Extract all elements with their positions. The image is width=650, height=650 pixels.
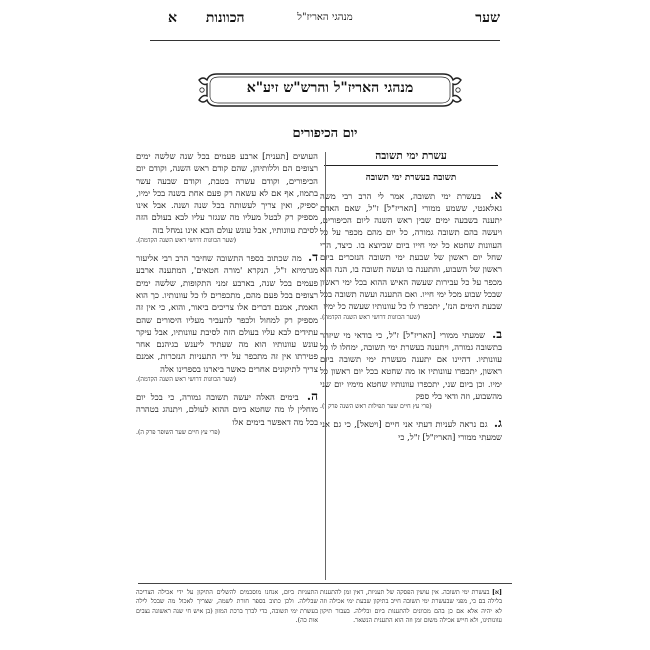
chapter-title-cartouche xyxy=(195,66,465,114)
running-head-book xyxy=(168,10,245,27)
paragraph xyxy=(320,189,502,322)
running-head-book-title: הכוונות xyxy=(205,10,245,26)
paragraph-letter: ג. xyxy=(493,416,503,431)
paragraph-text: בעשרת ימי תשובה, אמר לי הרב רבי משה גאלאנטי, ששמע ממורי [האריז"ל] ז"ל, שאם האדם יתענה בשבעה ימים שבין ראש השנה ליום הכיפורים, ויעשה בהם תשובה גמורה, כל יום מהם מכפר על כל העוונות שחטא כל ימי חייו ביום שכיוצא בו. כיצד, הרי שחל יום ראשון של שבעת ימי תשובה הנזכרים ביום ראשון של השבוע, והתענה בו ועשה תשובה בו, הנה הוא מכפר על כל עבירות שעשה האיש ההוא בכל ימי ראשון שבכל שבוע מכל ימי חייו. ואם התענה ועשה תשובה בכל שבעת הימים הנז', יתכפרו לו כל עוונותיו שעשה כל ימיו xyxy=(320,190,502,312)
footnote-text: התעניות ביום, אנחנו מוסכמים להשלים התיקון על ידי אכילה הצריכה שבלילה. ולכן כתוב בספר חורת לשמה, שצריך לאכול מה שבכל לילה בעשרת ימי תשובה, כדי לברך ברכת המזון (בן איש חי שנה ראשונה נצבים אות כה). xyxy=(136,589,318,625)
source-citation: (פרי עץ חיים שער השופר פרק ה). xyxy=(136,428,220,436)
section-heading: עשרת ימי תשובה xyxy=(375,150,447,162)
source-citation: (שער הכוונות דרושי ראש השנה הקדמה). xyxy=(320,313,420,321)
paragraph-letter: ד. xyxy=(308,250,318,265)
paragraph-letter: ה. xyxy=(306,389,318,404)
right-text-column xyxy=(320,150,502,446)
paragraph-text: שמעתי ממורי [האריז"ל] ז"ל, כי בודאי מי שיזהר בתשובה גמורה, ויתענה בעשרת ימי תשובה, ימחלו לו כל עוונותיו. דהיינו אם יתענה מעשרת ימי תשובה ביום ראשון, יתכפרו עוונותיו אז מה שחטא בכל יום ראשון כל ימיו. וכן ביום שני, יתכפרו עוונותיו שחטא מימיו יום שני מהשבוע, וזה ודאי בלי ספק xyxy=(320,329,502,402)
paragraph xyxy=(136,390,318,437)
footnote-label: [א] xyxy=(491,589,502,596)
running-head-center-title: מנהגי האריז"ל xyxy=(297,12,353,23)
paragraph-letter: ב. xyxy=(492,326,502,341)
paragraph-letter: א. xyxy=(490,187,503,202)
chapter-subtitle: יום הכיפורים xyxy=(292,126,358,141)
source-citation: (שער הכוונות דרושי ראש השנה הקדמה). xyxy=(136,376,236,384)
running-head-rule xyxy=(150,40,500,41)
chapter-title: מנהגי האריז"ל והרש"ש זיע"א xyxy=(246,80,414,96)
paragraph-text: בימים האלה יעשה תשובה גמורה, כי בכל יום מוחלין לו מה שחטא ביום ההוא לעולם, ויתנהג בטהרה בכל מה דאפשר בימים אלו xyxy=(136,392,318,427)
source-citation: (שער הכוונות דרושי ראש השנה הקדמה). xyxy=(136,237,236,245)
section-heading-rule xyxy=(324,165,498,166)
footnote-left xyxy=(136,588,318,626)
paragraph-text: גם נראה לעניות דעתי אני חיים [ויטאל], כי גם אני שמעתי ממורי [האריז"ל] ז"ל, כי xyxy=(320,419,502,442)
running-head xyxy=(0,10,650,32)
sub-heading: תשובה בעשרת ימי תשובה xyxy=(365,173,457,184)
column-divider xyxy=(325,152,326,580)
left-text-column xyxy=(136,150,318,443)
source-citation: (פרי עץ חיים שער תפילות ראש השנה פרק ז). xyxy=(320,403,432,411)
paragraph-text: העושים [תענית] ארבע פעמים בכל שנה שלשה ימים רצופים הם וללותיהן, שהם קודם ראש השנה, וקודם יום הכיפורים, וקודם עשרה בטבת, וקודם שבעה עשר בתמוז, אף אם לא עשאה רק פעם אחת בשנה בכל ימיו, יספיק, ואין צריך לעשותה בכל שנה ושנה. אבל אינו מספיק רק לבטל מעליו מה שנגזר עליו לבא בעולם הזה לסיבת עוונותיו, אבל עונש עולם הבא אינו נמחל בזה xyxy=(136,151,318,235)
running-head-section-word: שער xyxy=(475,10,500,26)
paragraph xyxy=(320,328,502,412)
page-number: א xyxy=(168,10,177,26)
paragraph xyxy=(136,150,318,245)
footnote-text: בעשרת ימי תשובה. אין עושין הפסקה של תעניות, דאין זמן להתענות בלילה בם כי, מפני שבעשרת ימי תשובה חייב בתיקון שבעת ימי אכילה וזה לא יהיה אלא אם כן בהם מכוונים להתענות ביום ובלילה. בעבור תיקון עוונותינו, ולא חייש אכילה משום זמן וזה הוא התענית הנשאר. xyxy=(320,589,502,625)
paragraph xyxy=(136,251,318,384)
footnote-rule xyxy=(138,583,512,584)
paragraph-text: מה שכתוב בספר התשובה שחיבר הרב רבי אליעזר מגרמיזא ז"ל, הנקרא 'מורה חטאים', המתענה ארבע פעמים בכל שנה, בארבע זמני התקופות, שלשה ימים רצופים בכל פעם מהם, מתכפרים לו כל עוונותיו. כך הוא האמת, אמנם דברים אלו צריכים ביאור, והוא, כי אין זה מספיק רק למחול ולכפר להעביר מעליו היסורים שהם עתידים לבא עליו בעולם הזה לסיבת עוונותיו, אבל עיקר עונש עוונותיו הוא מה שעתיד ליענש בגיהנם אחר פטירתו אין זה מתכפר על ידי התעניות הנזכרות, אמנם צריך לתיקונים אחרים כאשר ביארנו בספרינו אלה xyxy=(136,253,318,374)
paragraph xyxy=(320,417,502,443)
footnote-right xyxy=(320,588,502,626)
